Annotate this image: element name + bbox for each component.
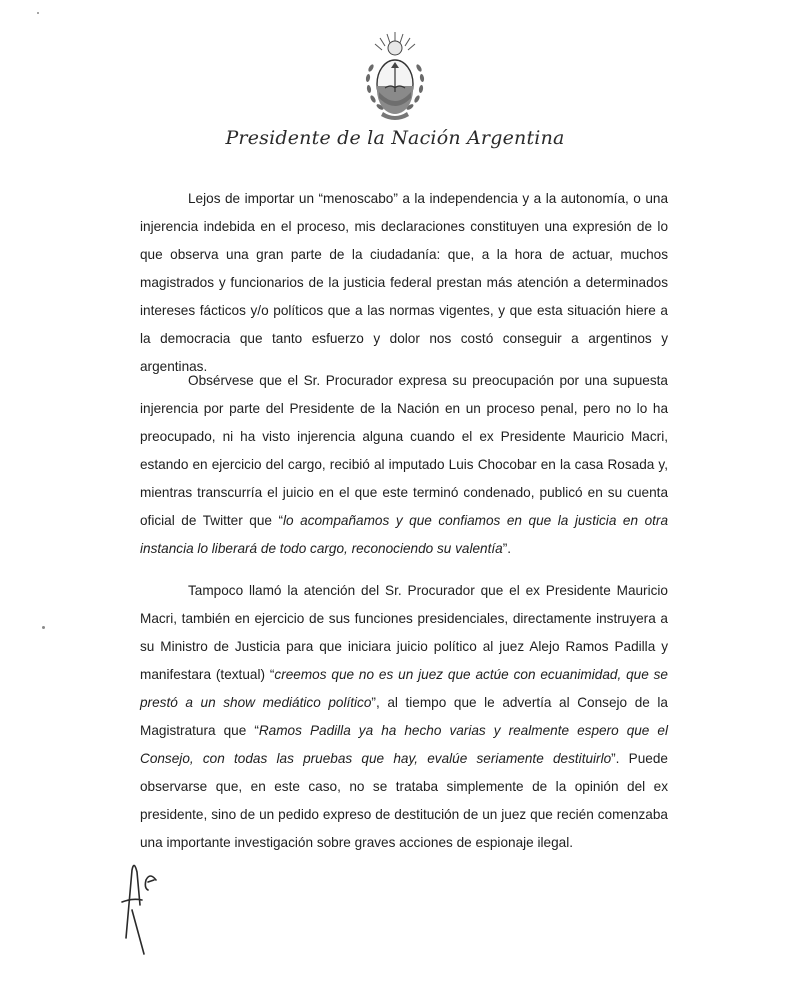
- coat-of-arms-icon: [355, 28, 435, 124]
- text-segment: Tampoco llamó la atención del Sr. Procurador que el ex Presidente Mauricio Macri, también en ejercicio de sus funciones presidenciales, directamente instruyera a su Ministro de Justicia para que iniciara juicio político al juez Alejo Ramos Padilla y manifestara (textual) “: [140, 583, 668, 682]
- text-segment: Obsérvese que el Sr. Procurador expresa su preocupación por una supuesta injerencia por parte del Presidente de la Nación en un proceso penal, pero no lo ha preocupado, ni ha visto injerencia alguna cuando el ex Presidente Mauricio Macri, estando en ejercicio del cargo, recibió al imputado Luis Chocobar en la casa Rosada y, mientras transcurría el juicio en el que este terminó condenado, publicó en su cuenta oficial de Twitter que “: [140, 373, 668, 528]
- scan-speck: [37, 12, 39, 14]
- paragraph-text: [140, 367, 668, 563]
- quoted-statement: creemos que no es un juez que actúe con ecuanimidad, que se prestó a un show mediático político: [140, 667, 668, 710]
- text-segment: ”.: [502, 541, 512, 556]
- signature-icon: [110, 850, 180, 960]
- quoted-tweet: lo acompañamos y que confiamos en que la justicia en otra instancia lo liberará de todo cargo, reconociendo su valentía: [140, 513, 669, 556]
- paragraph: [140, 185, 668, 381]
- quoted-statement: Ramos Padilla ya ha hecho varias y realmente espero que el Consejo, con todas las pruebas que hay, evalúe seriamente destituirlo: [140, 723, 668, 766]
- paragraph: [140, 577, 668, 857]
- scan-speck: [42, 626, 45, 629]
- text-segment: ”. Puede observarse que, en este caso, no se trataba simplemente de la opinión del ex presidente, sino de un pedido expreso de destitución de un juez que recién comenzaba una importante investigación sobre graves acciones de espionaje ilegal.: [140, 751, 668, 850]
- paragraph-text: [140, 577, 668, 857]
- paragraph: [140, 367, 668, 563]
- text-segment: Lejos de importar un “menoscabo” a la independencia y a la autonomía, o una injerencia indebida en el proceso, mis declaraciones constituyen una expresión de lo que observa una gran parte de la ciudadanía: que, a la hora de actuar, muchos magistrados y funcionarios de la justicia federal prestan más atención a determinados intereses fácticos y/o políticos que a las normas vigentes, y que esta situación hiere a la democracia que tanto esfuerzo y dolor nos costó conseguir a argentinos y argentinas.: [140, 191, 668, 374]
- letterhead-title: Presidente de la Nación Argentina: [225, 127, 565, 149]
- text-segment: ”, al tiempo que le advertía al Consejo de la Magistratura que “: [140, 695, 668, 738]
- paragraph-text: [140, 185, 668, 381]
